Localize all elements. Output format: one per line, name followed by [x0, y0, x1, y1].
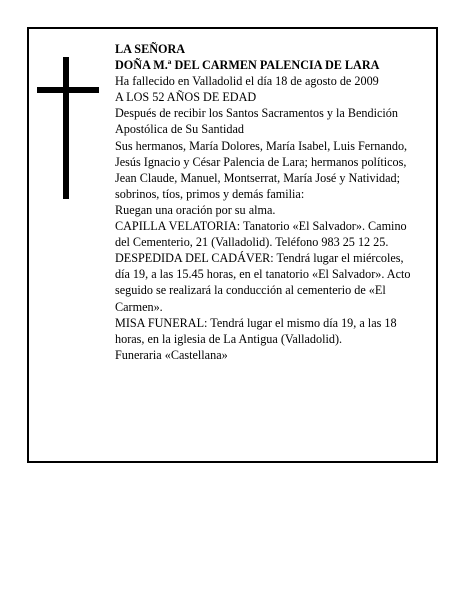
notice-heading-line1: LA SEÑORA [115, 42, 186, 56]
farewell-info [115, 250, 419, 314]
mass-label: MISA FUNERAL: [115, 315, 208, 330]
chapel-label: CAPILLA VELATORIA: [115, 219, 241, 234]
prayer-request: Ruegan una oración por su alma. [115, 202, 276, 217]
deceased-name: DOÑA M.ª DEL CARMEN PALENCIA DE LARA [115, 58, 380, 73]
age-statement: A LOS 52 AÑOS DE EDAD [115, 90, 257, 105]
family-statement: Sus hermanos, María Dolores, María Isabel, Luis Fernando, Jesús Ignacio y César Palencia de Lara; hermanos políticos, Jean Claude, Manuel, Montserrat, María José y Natividad; sobrinos, tíos, primos y demás familia: [115, 138, 408, 201]
farewell-text: Tendrá lugar el miércoles, día 19, a las 15.45 horas, en el tanatorio «El Salvador». Acto seguido se realizará la conducción al cementerio de «El Carmen». [115, 251, 411, 314]
cross-icon [37, 57, 99, 199]
farewell-label: DESPEDIDA DEL CADÁVER: [115, 251, 274, 266]
mass-text: Tendrá lugar el mismo día 19, a las 18 horas, en la iglesia de La Antigua (Valladolid). [115, 315, 397, 346]
mass-info [115, 315, 419, 347]
notice-text [115, 41, 419, 363]
chapel-info [115, 218, 419, 250]
death-statement: Ha fallecido en Valladolid el día 18 de agosto de 2009 [115, 74, 379, 89]
cross-vertical-bar [63, 57, 69, 199]
funeral-home: Funeraria «Castellana» [115, 347, 228, 362]
sacraments-statement: Después de recibir los Santos Sacramentos y la Bendición Apostólica de Su Santidad [115, 106, 398, 137]
obituary-notice-frame [27, 27, 438, 463]
cross-horizontal-bar [37, 87, 99, 93]
chapel-text: Tanatorio «El Salvador». Camino del Cementerio, 21 (Valladolid). Teléfono 983 25 12 25. [115, 219, 407, 250]
